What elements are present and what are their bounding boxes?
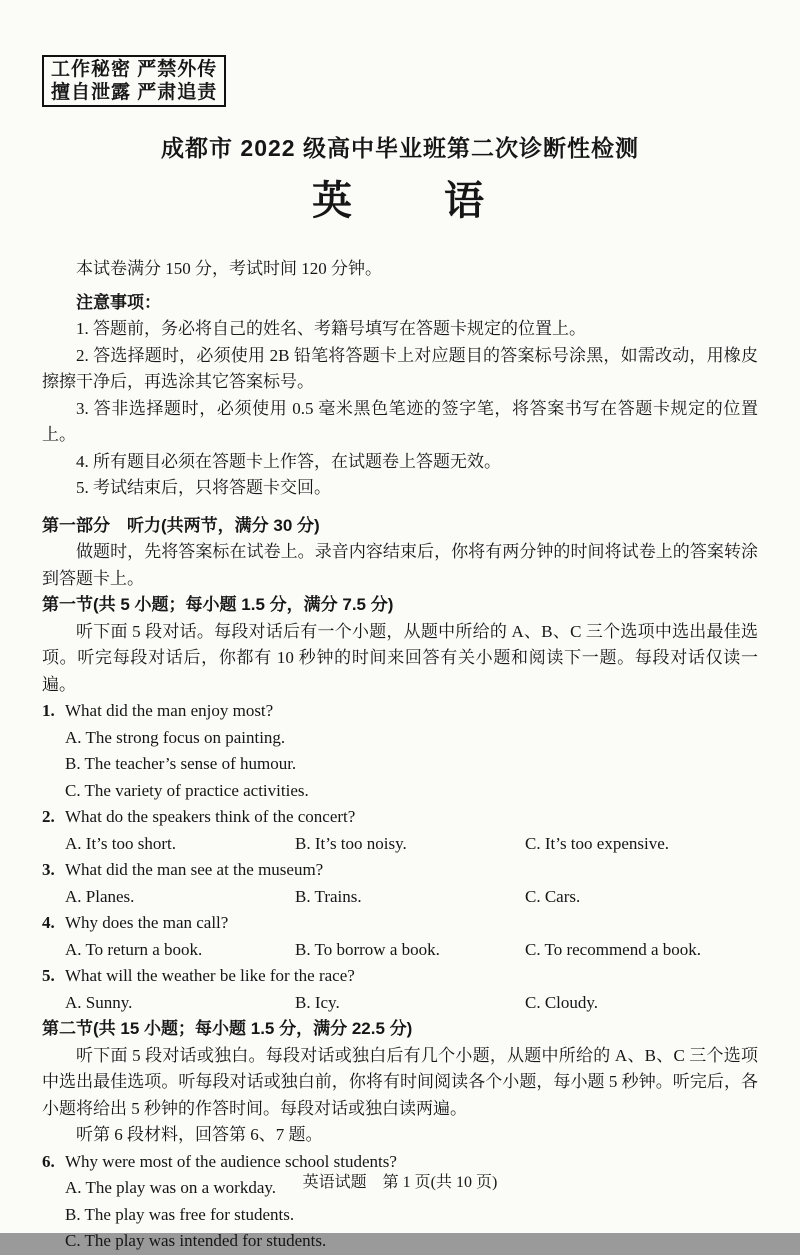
question-3-option-c: C. Cars. (525, 886, 581, 906)
part1-heading: 第一部分 听力(共两节，满分 30 分) (42, 515, 320, 535)
exam-title: 成都市 2022 级高中毕业班第二次诊断性检测 (161, 135, 639, 161)
question-5-option-b: B. Icy. (295, 992, 340, 1012)
question-6-option-b: B. The play was free for students. (65, 1204, 295, 1224)
question-5 (42, 963, 758, 1016)
section2-heading: 第二节(共 15 小题；每小题 1.5 分，满分 22.5 分) (42, 1019, 413, 1038)
question-5-number: 5. (42, 966, 55, 985)
notice-item: 4. 所有题目必须在答题卡上作答，在试题卷上答题无效。 (76, 451, 501, 471)
section1-heading: 第一节(共 5 小题；每小题 1.5 分，满分 7.5 分) (42, 595, 394, 614)
question-5-text: What will the weather be like for the race? (65, 966, 355, 985)
question-5-option-a: A. Sunny. (65, 992, 133, 1012)
question-1-option-a: A. The strong focus on painting. (65, 727, 286, 747)
notice-item: 3. 答非选择题时，必须使用 0.5 毫米黑色笔迹的签字笔，将答案书写在答题卡规定的位置上。 (42, 398, 758, 444)
page-footer: 英语试题 第 1 页(共 10 页) (302, 1174, 498, 1191)
question-2-text: What do the speakers think of the concert? (65, 807, 356, 826)
notice-heading: 注意事项： (76, 292, 161, 312)
question-5-option-c: C. Cloudy. (525, 992, 599, 1012)
exam-info: 本试卷满分 150 分，考试时间 120 分钟。 (76, 259, 382, 278)
question-3-option-a: A. Planes. (65, 886, 135, 906)
question-1-number: 1. (42, 701, 55, 720)
question-4-number: 4. (42, 913, 55, 932)
question-6-text: Why were most of the audience school students? (65, 1151, 397, 1171)
question-2-number: 2. (42, 807, 55, 826)
question-2 (42, 804, 758, 857)
question-6-option-c: C. The play was intended for students. (65, 1231, 327, 1250)
question-4-option-b: B. To borrow a book. (295, 939, 440, 959)
question-1-option-c: C. The variety of practice activities. (65, 780, 309, 800)
notice-item: 2. 答选择题时，必须使用 2B 铅笔将答题卡上对应题目的答案标号涂黑，如需改动，用橡皮擦擦干净后，再选涂其它答案标号。 (42, 345, 758, 391)
question-2-option-a: A. It’s too short. (65, 833, 176, 853)
notice-item: 5. 考试结束后，只将答题卡交回。 (76, 478, 331, 497)
secrecy-stamp-line1: 工作秘密 严禁外传 (51, 59, 218, 80)
question-1-option-b: B. The teacher’s sense of humour. (65, 754, 297, 773)
secrecy-stamp-line2: 擅自泄露 严肃追责 (51, 82, 218, 103)
part1-intro: 做题时，先将答案标在试卷上。录音内容结束后，你将有两分钟的时间将试卷上的答案转涂到答题卡上。 (42, 542, 758, 588)
subject-title: 英 语 (312, 178, 488, 223)
question-3 (42, 857, 758, 910)
question-6-option-a: A. The play was on a workday. (65, 1178, 277, 1197)
question-6 (42, 1149, 758, 1255)
question-2-option-c: C. It’s too expensive. (525, 833, 670, 853)
question-4-option-c: C. To recommend a book. (525, 939, 702, 959)
section2-material-note: 听第 6 段材料，回答第 6、7 题。 (76, 1125, 323, 1144)
question-1 (42, 698, 758, 804)
question-3-number: 3. (42, 860, 55, 879)
section1-intro: 听下面 5 段对话。每段对话后有一个小题，从题中所给的 A、B、C 三个选项中选出最佳选项。听完每段对话后，你都有 10 秒钟的时间来回答有关小题和阅读下一题。每段对话仅读一遍。 (42, 621, 758, 694)
notice-item: 1. 答题前，务必将自己的姓名、考籍号填写在答题卡规定的位置上。 (76, 319, 586, 338)
question-2-option-b: B. It’s too noisy. (295, 833, 407, 853)
question-6-number: 6. (42, 1151, 55, 1171)
secrecy-stamp (42, 55, 226, 107)
question-4-text: Why does the man call? (65, 913, 229, 932)
section2-intro: 听下面 5 段对话或独白。每段对话或独白后有几个小题，从题中所给的 A、B、C 三个选项中选出最佳选项。听每段对话或独白前，你将有时间阅读各个小题，每小题 5 秒钟。听完后，各小题将给出 5 秒钟的作答时间。每段对话或独白读两遍。 (42, 1045, 758, 1118)
question-3-option-b: B. Trains. (295, 886, 362, 906)
question-1-text: What did the man enjoy most? (65, 701, 274, 720)
question-4 (42, 910, 758, 963)
question-4-option-a: A. To return a book. (65, 939, 203, 959)
question-3-text: What did the man see at the museum? (65, 860, 324, 879)
